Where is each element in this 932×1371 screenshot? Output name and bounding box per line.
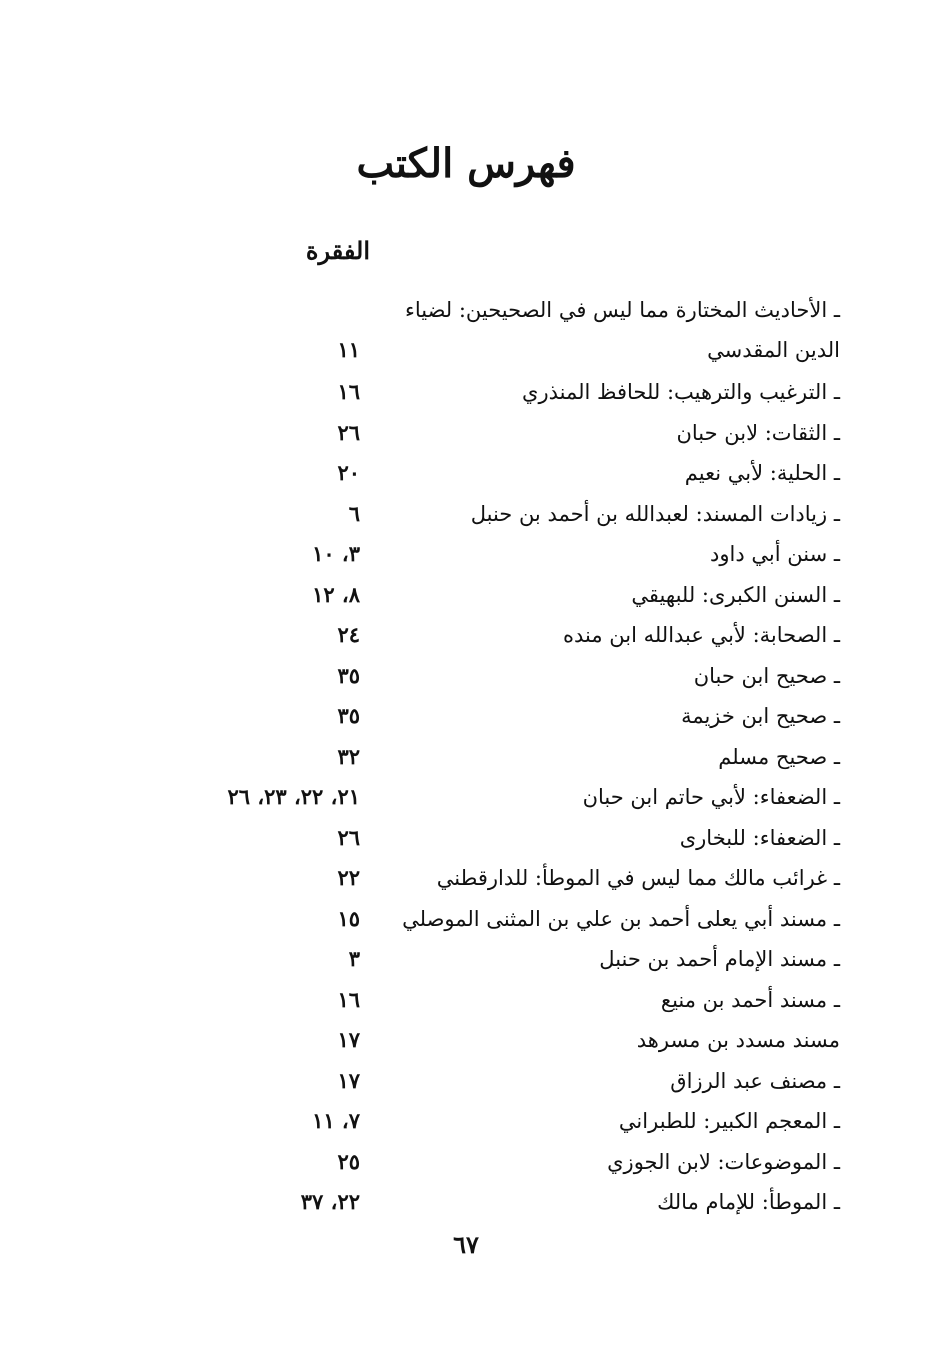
entry-title: ـ المعجم الكبير: للطبراني [618,1109,840,1133]
entry-paragraph-numbers: ٢٢، ٣٧ [300,1189,360,1214]
entry-title: ـ صحيح ابن حبان [693,663,840,688]
entry-title: ـ الضعفاء: لأبي حاتم ابن حبان [582,785,840,809]
index-entry [190,939,840,980]
book-index-list [190,290,840,1223]
entry-paragraph-numbers: ١٦ [337,986,360,1012]
index-entry [190,575,840,616]
column-header-paragraph: الفقرة [305,236,370,265]
index-entry [190,696,840,737]
index-entry [190,1061,840,1102]
entry-paragraph-numbers: ٣٢ [337,743,360,769]
page-number: ٦٧ [453,1230,479,1259]
entry-paragraph-numbers: ٢١، ٢٢، ٢٣، ٢٦ [227,784,360,809]
entry-title: ـ صحيح مسلم [718,744,840,769]
index-entry [190,737,840,778]
entry-title: ـ مسند الإمام أحمد بن حنبل [599,947,840,971]
index-entry [190,413,840,454]
entry-paragraph-numbers: ٧، ١١ [312,1108,360,1133]
entry-title: ـ زيادات المسند: لعبدالله بن أحمد بن حنبل [470,501,840,526]
entry-paragraph-numbers: ٢٦ [337,824,360,850]
entry-title: ـ مصنف عبد الرزاق [670,1068,840,1093]
index-entry [190,858,840,899]
entry-title: ـ الموضوعات: لابن الجوزي [607,1149,840,1174]
entry-title: ـ غرائب مالك مما ليس في الموطأ: للدارقطني [436,866,840,890]
index-entry [190,1182,840,1223]
entry-paragraph-numbers: ٢٥ [337,1148,360,1174]
entry-title: ـ صحيح ابن خزيمة [681,704,840,728]
index-entry [190,453,840,494]
index-entry [190,1101,840,1142]
entry-title: ـ الموطأ: للإمام مالك [657,1190,840,1214]
index-entry [190,980,840,1021]
index-entry [190,290,840,372]
entry-title: ـ مسند أحمد بن منيع [660,987,840,1012]
index-entry [190,494,840,535]
entry-paragraph-numbers: ١٧ [337,1067,360,1093]
entry-paragraph-numbers: ١٥ [337,905,360,931]
entry-title: ـ مسند أبي يعلى أحمد بن علي بن المثنى الموصلي [402,906,840,931]
entry-paragraph-numbers: ٣٥ [337,662,360,688]
entry-paragraph-numbers: ٢٦ [337,419,360,445]
entry-title: ـ الترغيب والترهيب: للحافظ المنذري [522,380,840,404]
entry-title: ـ الأحاديث المختارة مما ليس في الصحيحين: لضياء الدين المقدسي [404,298,840,362]
entry-paragraph-numbers: ٢٠ [337,460,360,485]
index-entry [190,1142,840,1183]
index-entry [190,615,840,656]
index-entry [190,818,840,859]
index-entry [190,656,840,697]
entry-title: ـ الضعفاء: للبخارى [679,825,840,850]
entry-paragraph-numbers: ٦ [348,500,360,526]
entry-paragraph-numbers: ٢٢ [337,865,360,890]
entry-paragraph-numbers: ١٧ [337,1027,360,1052]
index-entry [190,1020,840,1061]
entry-title: ـ السنن الكبرى: للبهيقي [631,582,840,607]
entry-paragraph-numbers: ٣، ١٠ [312,541,360,566]
entry-title: ـ الحلية: لأبي نعيم [684,461,840,485]
entry-paragraph-numbers: ١٦ [337,379,360,404]
entry-paragraph-numbers: ١١ [337,337,360,362]
entry-title: ـ سنن أبي داود [710,542,840,566]
index-entry [190,372,840,413]
entry-title: مسند مسدد بن مسرهد [636,1028,840,1052]
index-entry [190,777,840,818]
entry-title: ـ الصحابة: لأبي عبدالله ابن منده [562,623,840,647]
entry-paragraph-numbers: ٣٥ [337,703,360,728]
entry-paragraph-numbers: ٢٤ [337,622,360,647]
page-title: فهرس الكتب [356,140,576,187]
entry-paragraph-numbers: ٣ [348,946,360,971]
entry-title: ـ الثقات: لابن حبان [676,420,840,445]
entry-paragraph-numbers: ٨، ١٢ [312,581,360,607]
index-entry [190,899,840,940]
index-entry [190,534,840,575]
